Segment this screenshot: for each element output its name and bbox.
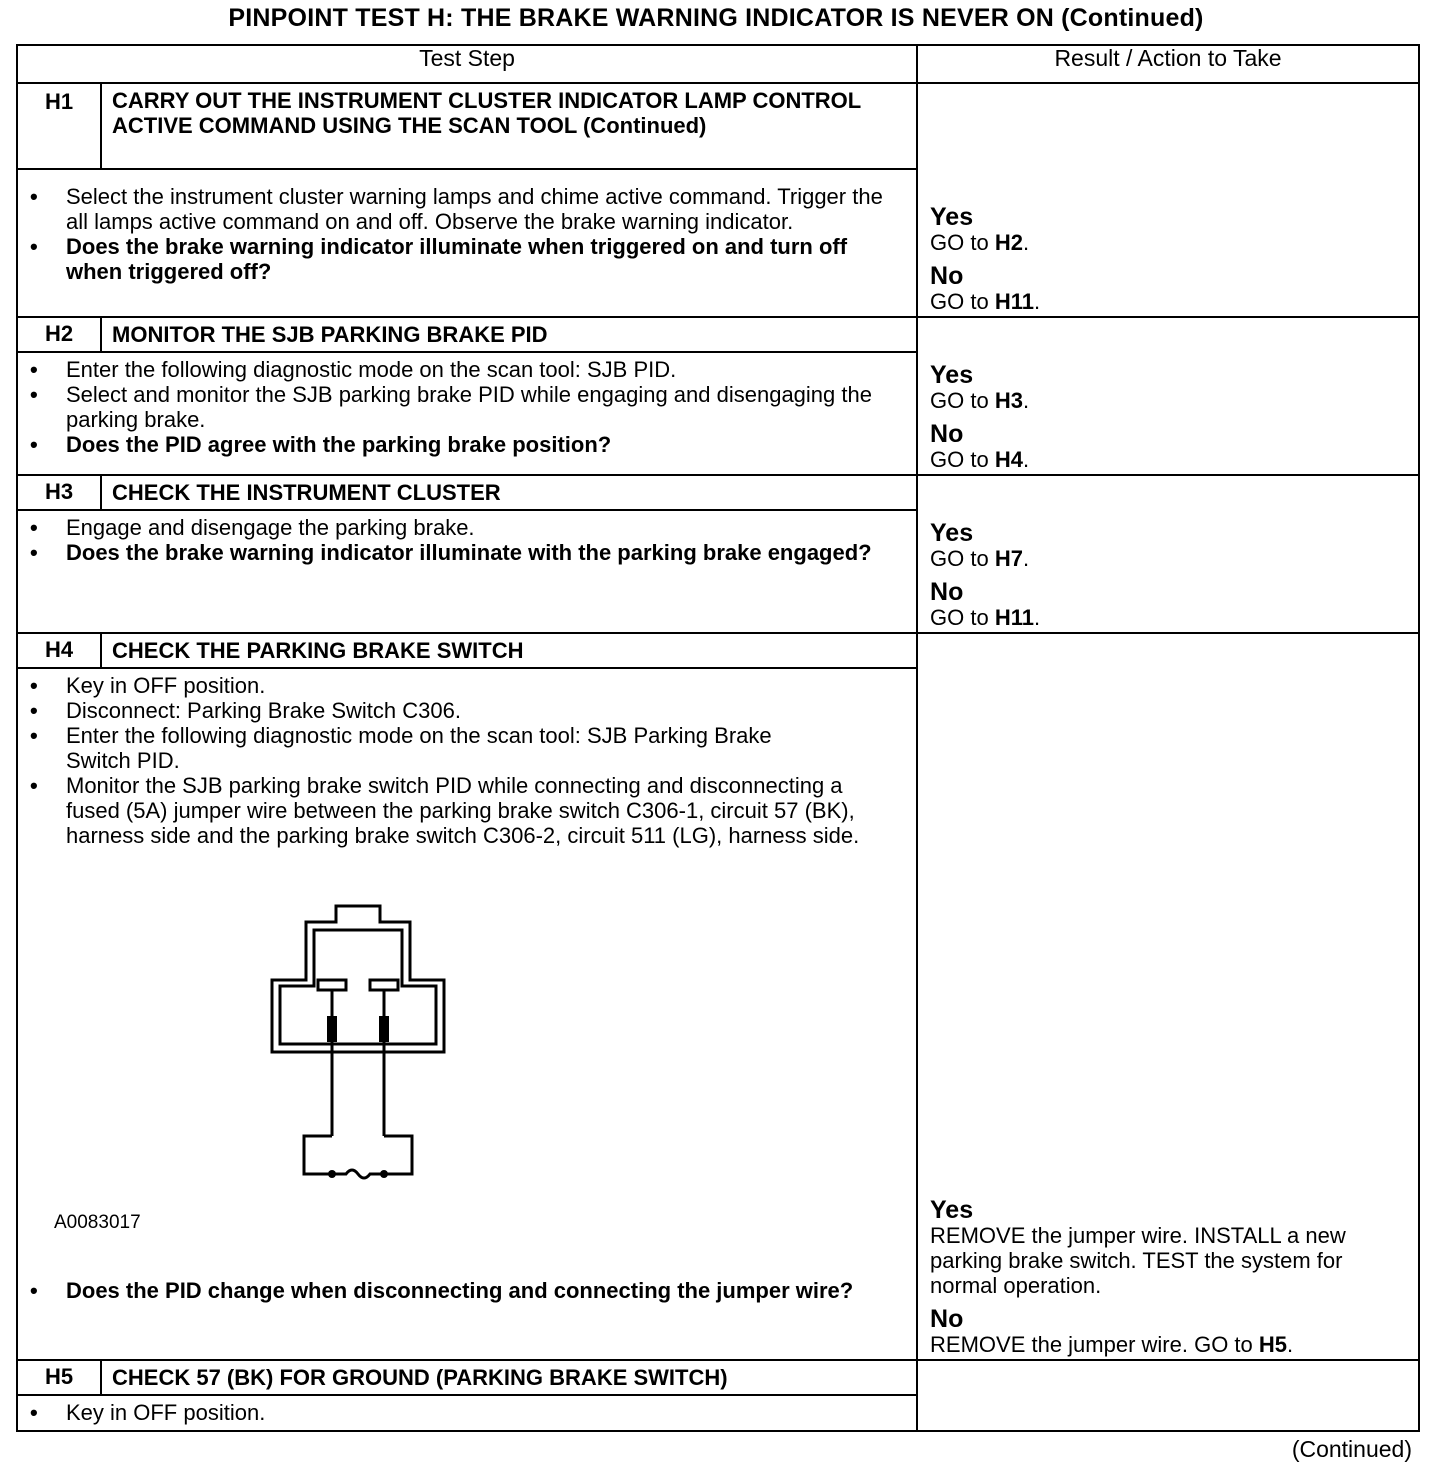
jumper-wire <box>304 1136 412 1174</box>
header-test-step: Test Step <box>17 45 917 83</box>
result-h2-no-target: H4 <box>994 447 1023 472</box>
result-h3-yes-target: H7 <box>994 546 1023 571</box>
fuse-icon <box>334 1170 382 1178</box>
result-h4: Yes REMOVE the jumper wire. INSTALL a new parking brake switch. TEST the system for normal operation. No REMOVE the jumper wire. GO to H5. <box>917 633 1419 1360</box>
result-h3: Yes GO to H7. No GO to H11. <box>917 475 1419 633</box>
pin-well-2 <box>370 980 398 990</box>
step-question: • Does the PID change when disconnecting and connecting the jumper wire? <box>28 1278 906 1303</box>
connector-outer-shell <box>272 906 444 1052</box>
result-h4-yes-text: REMOVE the jumper wire. INSTALL a new parking brake switch. TEST the system for normal operation. <box>930 1223 1346 1298</box>
result-h4-no-label: No <box>930 1305 964 1333</box>
connector-inner-shell <box>280 930 436 1044</box>
step-id-h2: H2 <box>17 317 101 352</box>
step-question: • Does the PID agree with the parking brake position? <box>28 432 906 457</box>
result-h2-yes-text: GO to <box>930 388 989 413</box>
result-h1-no-target: H11 <box>994 289 1034 314</box>
terminal-2 <box>379 1016 389 1042</box>
result-h3-yes-label: Yes <box>930 519 974 547</box>
result-h5 <box>917 1360 1419 1431</box>
result-h1: Yes GO to H2. No GO to H11. <box>917 83 1419 317</box>
step-id-h5: H5 <box>17 1360 101 1395</box>
fuse-end-1 <box>328 1170 336 1178</box>
continued-note: (Continued) <box>1291 1436 1412 1462</box>
result-h1-yes-label: Yes <box>930 203 974 231</box>
step-h2-title-row <box>17 317 1419 352</box>
result-h4-no-text: REMOVE the jumper wire. GO to <box>930 1332 1253 1357</box>
connector-figure <box>28 848 906 1278</box>
step-item: • Select the instrument cluster warning lamps and chime active command. Trigger the all lamps active command on and off. Observe the brake warning indicator. <box>28 184 906 234</box>
step-h3-title-row <box>17 475 1419 510</box>
result-h4-no-target: H5 <box>1258 1332 1288 1357</box>
step-body-h1 <box>17 169 917 317</box>
pin-well-1 <box>318 980 346 990</box>
step-item: • Engage and disengage the parking brake. <box>28 515 906 540</box>
step-title-h5: CHECK 57 (BK) FOR GROUND (PARKING BRAKE SWITCH) <box>101 1360 917 1395</box>
step-body-h5 <box>17 1395 917 1431</box>
step-id-h3: H3 <box>17 475 101 510</box>
page-title: PINPOINT TEST H: THE BRAKE WARNING INDICATOR IS NEVER ON (Continued) <box>228 4 1204 32</box>
step-item: • Monitor the SJB parking brake switch PID while connecting and disconnecting a fused (5A) jumper wire between the parking brake switch C306-1, circuit 57 (BK), harness side and the parking brake switch C306-2, circuit 511 (LG), harness side. <box>28 773 906 848</box>
result-h1-no-label: No <box>930 262 964 290</box>
step-title-h3: CHECK THE INSTRUMENT CLUSTER <box>101 475 917 510</box>
step-title-h2: MONITOR THE SJB PARKING BRAKE PID <box>101 317 917 352</box>
pinpoint-test-table <box>16 44 1420 1432</box>
step-question: • Does the brake warning indicator illuminate with the parking brake engaged? <box>28 540 906 565</box>
result-h2-no-label: No <box>930 420 964 448</box>
step-title-h4: CHECK THE PARKING BRAKE SWITCH <box>101 633 917 668</box>
terminal-1 <box>327 1016 337 1042</box>
step-item: • Disconnect: Parking Brake Switch C306. <box>28 698 906 723</box>
result-h1-yes-text: GO to <box>930 230 989 255</box>
step-item: • Key in OFF position. <box>28 1400 906 1425</box>
result-h1-no-text: GO to <box>930 289 989 314</box>
figure-code: A0083017 <box>54 1212 141 1233</box>
step-h4-title-row <box>17 633 1419 668</box>
result-h3-no-target: H11 <box>994 605 1034 630</box>
step-item: • Enter the following diagnostic mode on the scan tool: SJB Parking Brake Switch PID. <box>28 723 906 773</box>
result-h1-yes-target: H2 <box>994 230 1023 255</box>
result-h4-yes-label: Yes <box>930 1196 974 1224</box>
step-id-h4: H4 <box>17 633 101 668</box>
step-h1-title-row <box>17 83 1419 169</box>
step-h5-title-row <box>17 1360 1419 1395</box>
step-id-h1: H1 <box>17 83 101 169</box>
step-body-h2 <box>17 352 917 475</box>
header-result: Result / Action to Take <box>917 45 1419 83</box>
step-body-h3 <box>17 510 917 633</box>
result-h2-yes-label: Yes <box>930 361 974 389</box>
step-body-h4 <box>17 668 917 1360</box>
step-item: • Enter the following diagnostic mode on the scan tool: SJB PID. <box>28 357 906 382</box>
step-item: • Key in OFF position. <box>28 673 906 698</box>
parking-brake-switch-connector-diagram <box>268 904 448 1204</box>
table-header-row <box>17 45 1419 83</box>
step-title-h1: CARRY OUT THE INSTRUMENT CLUSTER INDICATOR LAMP CONTROL ACTIVE COMMAND USING THE SCAN TOOL (Continued) <box>101 83 917 169</box>
result-h2: Yes GO to H3. No GO to H4. <box>917 317 1419 475</box>
result-h2-yes-target: H3 <box>994 388 1023 413</box>
fuse-end-2 <box>380 1170 388 1178</box>
result-h3-yes-text: GO to <box>930 546 989 571</box>
step-question: • Does the brake warning indicator illuminate when triggered on and turn off when triggered off? <box>28 234 906 284</box>
result-h3-no-label: No <box>930 578 964 606</box>
step-item: • Select and monitor the SJB parking brake PID while engaging and disengaging the parking brake. <box>28 382 906 432</box>
result-h2-no-text: GO to <box>930 447 989 472</box>
result-h3-no-text: GO to <box>930 605 989 630</box>
